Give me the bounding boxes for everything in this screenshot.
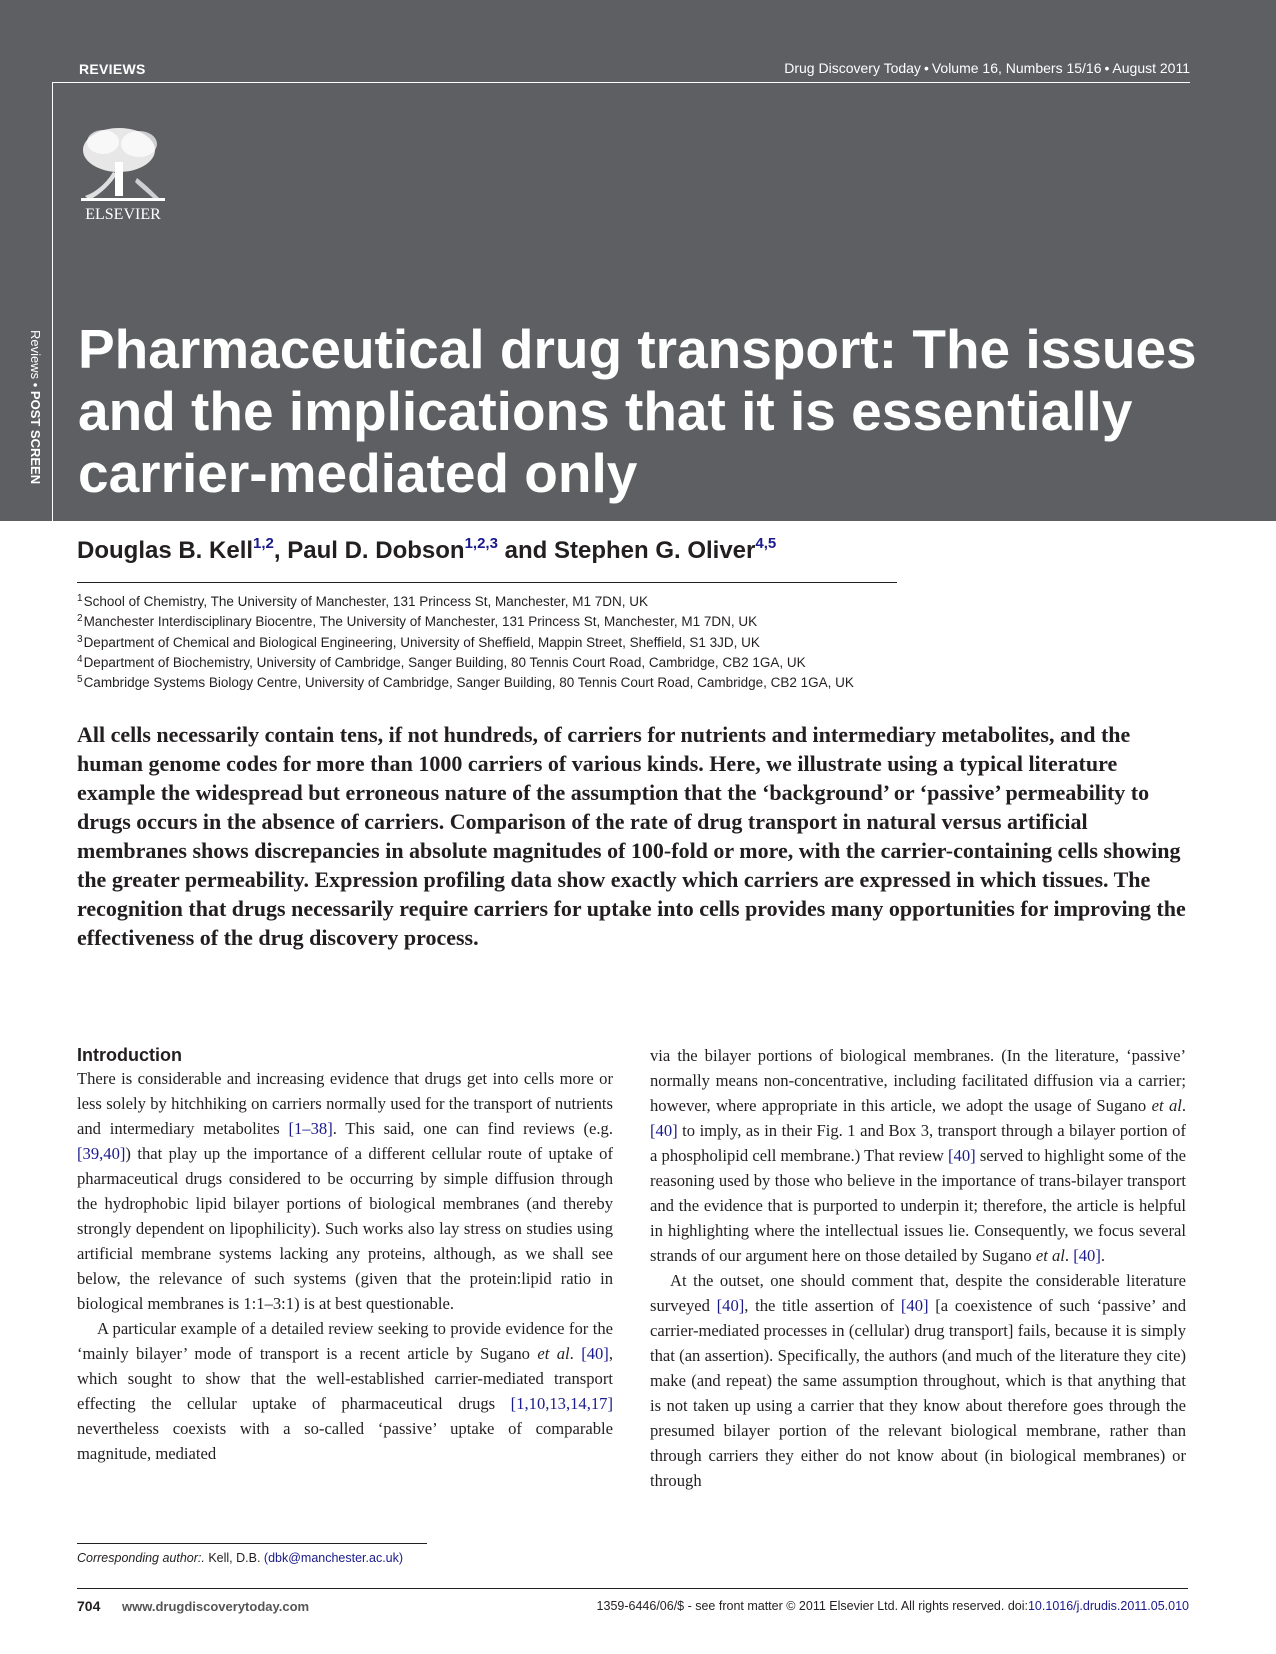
article-title: Pharmaceutical drug transport: The issues and the implications that it is essentially carrier-mediated only [78, 318, 1197, 504]
affiliation-text: Cambridge Systems Biology Centre, University of Cambridge, Sanger Building, 80 Tennis Court Road, Cambridge, CB2 1GA, UK [83, 675, 854, 691]
footnote-rule [77, 1543, 427, 1544]
citation-link[interactable]: [40] [900, 1296, 929, 1315]
authors-rule [77, 582, 897, 583]
elsevier-logo [77, 122, 169, 224]
affiliation-text: Manchester Interdisciplinary Biocentre, The University of Manchester, 131 Princess St, Manchester, M1 7DN, UK [83, 614, 758, 630]
side-section-label: Reviews • POST SCREEN [28, 330, 43, 485]
footnote-label: Corresponding author:. [77, 1551, 205, 1565]
affiliation-number: 1 [77, 593, 83, 604]
citation-link[interactable]: [40] [650, 1121, 678, 1140]
journal-name: Drug Discovery Today [784, 60, 921, 76]
author-affiliation-ref[interactable]: 1,2,3 [464, 535, 498, 552]
paragraph-text: , the title assertion of [744, 1296, 901, 1315]
paragraph-text: . [1100, 1246, 1106, 1265]
body-paragraph [77, 1316, 613, 1466]
section-label: REVIEWS [79, 61, 146, 77]
footnote-name: Kell, D.B. [204, 1551, 264, 1565]
abstract: All cells necessarily contain tens, if not hundreds, of carriers for nutrients and intermediary metabolites, and the human genome codes for more than 1000 carriers of various kinds. Here, we illustrate using a typical literature example the widespread but erroneous nature of the assumption that the ‘background’ or ‘passive’ permeability to drugs occurs in the absence of carriers. Comparison of the rate of drug transport in natural versus artificial membranes shows discrepancies in absolute magnitudes of 100-fold or more, with the carrier-containing cells showing the greater permeability. Expression profiling data show exactly which carriers are expressed in which tissues. The recognition that drugs necessarily require carriers for uptake into cells provides many opportunities for improving the effectiveness of the drug discovery process. [77, 722, 1186, 950]
affiliation-text: School of Chemistry, The University of Manchester, 131 Princess St, Manchester, M1 7DN, UK [83, 594, 649, 609]
journal-url-link[interactable]: www.drugdiscoverytoday.com [122, 1599, 310, 1614]
paragraph-text: , which sought to show that the well-established carrier-mediated transport effecting the cellular uptake of pharmaceutical drugs [77, 1344, 613, 1413]
citation-link[interactable]: [40] [716, 1296, 745, 1315]
paragraph-text: served to highlight some of the reasoning used by those who believe in the importance of trans-bilayer transport and the evidence that is purported to underpin it; therefore, the article is helpful in highlighting where the intellectual issues lie. Consequently, we focus several strands of our argument here on those detailed by Sugano [650, 1146, 1186, 1265]
body-paragraph [77, 1066, 613, 1316]
author-separator: , [273, 537, 288, 564]
doi-link[interactable]: 10.1016/j.drudis.2011.05.010 [1027, 1599, 1189, 1613]
author-email-link[interactable]: (dbk@manchester.ac.uk) [263, 1551, 404, 1565]
author-list [77, 535, 776, 565]
paragraph-text: [a coexistence of such ‘passive’ and carrier-mediated processes in (cellular) drug transport] fails, because it is simply that (an assertion). Specifically, the authors (and much of the literature they cite) make (and repeat) the same assumption throughout, which is that anything that is not taken up using a carrier that they know about therefore goes through the presumed bilayer portion of the relevant biological membrane, rather than through carriers they either do not know about (in biological membranes) or through [650, 1296, 1187, 1490]
affiliation [77, 634, 854, 654]
author-affiliation-ref[interactable]: 1,2 [253, 535, 274, 552]
citation-link[interactable]: [40] [581, 1344, 609, 1363]
body-column-right [650, 1043, 1186, 1493]
affiliation-number: 3 [77, 633, 83, 645]
journal-volume: Volume 16, Numbers 15/16 [931, 60, 1102, 76]
italic-text: et al [537, 1344, 570, 1363]
paragraph-text: A particular example of a detailed review seeking to provide evidence for the ‘mainly bilayer’ mode of transport is a recent article by Sugano [77, 1319, 613, 1363]
side-label-post-screen: POST SCREEN [28, 390, 43, 485]
paragraph-text: ) that play up the importance of a different cellular route of uptake of pharmaceutical drugs considered to be occurring by simple diffusion through the hydrophobic lipid bilayer portions of biological membranes (and thereby strongly dependent on lipophilicity). Such works also lay stress on studies using artificial membrane systems lacking any proteins, although, as we shall see below, the relevance of such systems (given that the protein:lipid ratio in biological membranes is 1:1–3:1) is at best questionable. [77, 1144, 613, 1313]
citation-link[interactable]: [1–38] [288, 1119, 333, 1138]
body-paragraph [650, 1268, 1186, 1493]
journal-date: August 2011 [1112, 60, 1190, 76]
copyright-line [597, 1599, 1189, 1613]
author-name: Paul D. Dobson [287, 537, 465, 564]
citation-link[interactable]: [40] [1073, 1246, 1101, 1265]
section-heading: Introduction [77, 1045, 182, 1065]
page-number: 704 [77, 1598, 101, 1614]
side-rule [52, 82, 53, 522]
affiliation [77, 654, 854, 674]
affiliation-text: Department of Chemical and Biological Engineering, University of Sheffield, Mappin Street, Sheffield, S1 3JD, UK [83, 634, 760, 650]
author-name: Stephen G. Oliver [553, 537, 756, 564]
citation-link[interactable]: [39,40] [77, 1144, 126, 1163]
citation-link[interactable]: [1,10,13,14,17] [510, 1394, 613, 1413]
affiliation [77, 613, 854, 633]
paragraph-text: . [1064, 1246, 1074, 1265]
italic-text: et al [1151, 1096, 1182, 1115]
affiliation-text: Department of Biochemistry, University of Cambridge, Sanger Building, 80 Tennis Court Road, Cambridge, CB2 1GA, UK [83, 654, 806, 670]
italic-text: et al [1035, 1246, 1065, 1265]
paragraph-text: At the outset, one should comment that, despite the considerable literature surveyed [650, 1271, 1186, 1315]
paragraph-text: . This said, one can find reviews (e.g. [332, 1119, 613, 1138]
affiliation [77, 674, 854, 694]
corresponding-author-note [77, 1551, 403, 1565]
paragraph-text: via the bilayer portions of biological membranes. (In the literature, ‘passive’ normally means non-concentrative, including facilitated diffusion via a carrier; however, where appropriate in this article, we adopt the usage of Sugano [650, 1046, 1186, 1115]
side-label-reviews: Reviews [28, 330, 43, 380]
affiliation-number: 4 [77, 653, 83, 665]
citation-link[interactable]: [40] [948, 1146, 976, 1165]
author-name: Douglas B. Kell [77, 537, 254, 564]
author-affiliation-ref[interactable]: 4,5 [755, 535, 777, 552]
affiliation-list [77, 593, 854, 694]
issn-text: 1359-6446/06/$ - see front matter © 2011 Elsevier Ltd. All rights reserved. doi: [596, 1599, 1028, 1613]
journal-info: Drug Discovery Today • Volume 16, Numbers 15/16 • August 2011 [784, 60, 1190, 76]
affiliation-number: 5 [77, 674, 83, 686]
paragraph-text: . [1181, 1096, 1187, 1115]
paragraph-text: . [569, 1344, 582, 1363]
body-column-left [77, 1044, 613, 1466]
author-separator: and [497, 537, 554, 564]
header-rule [52, 82, 1190, 83]
paragraph-text: nevertheless coexists with a so-called ‘passive’ uptake of comparable magnitude, mediated [77, 1419, 613, 1463]
footer-rule [77, 1588, 1188, 1589]
affiliation [77, 593, 854, 613]
paragraph-text: to imply, as in their Fig. 1 and Box 3, transport through a bilayer portion of a phospholipid cell membrane.) That review [650, 1121, 1186, 1165]
affiliation-number: 2 [77, 613, 83, 625]
body-paragraph [650, 1043, 1186, 1268]
publisher-name: ELSEVIER [85, 206, 161, 223]
paragraph-text: There is considerable and increasing evidence that drugs get into cells more or less solely by hitchhiking on carriers normally used for the transport of nutrients and intermediary metabolites [77, 1069, 613, 1138]
